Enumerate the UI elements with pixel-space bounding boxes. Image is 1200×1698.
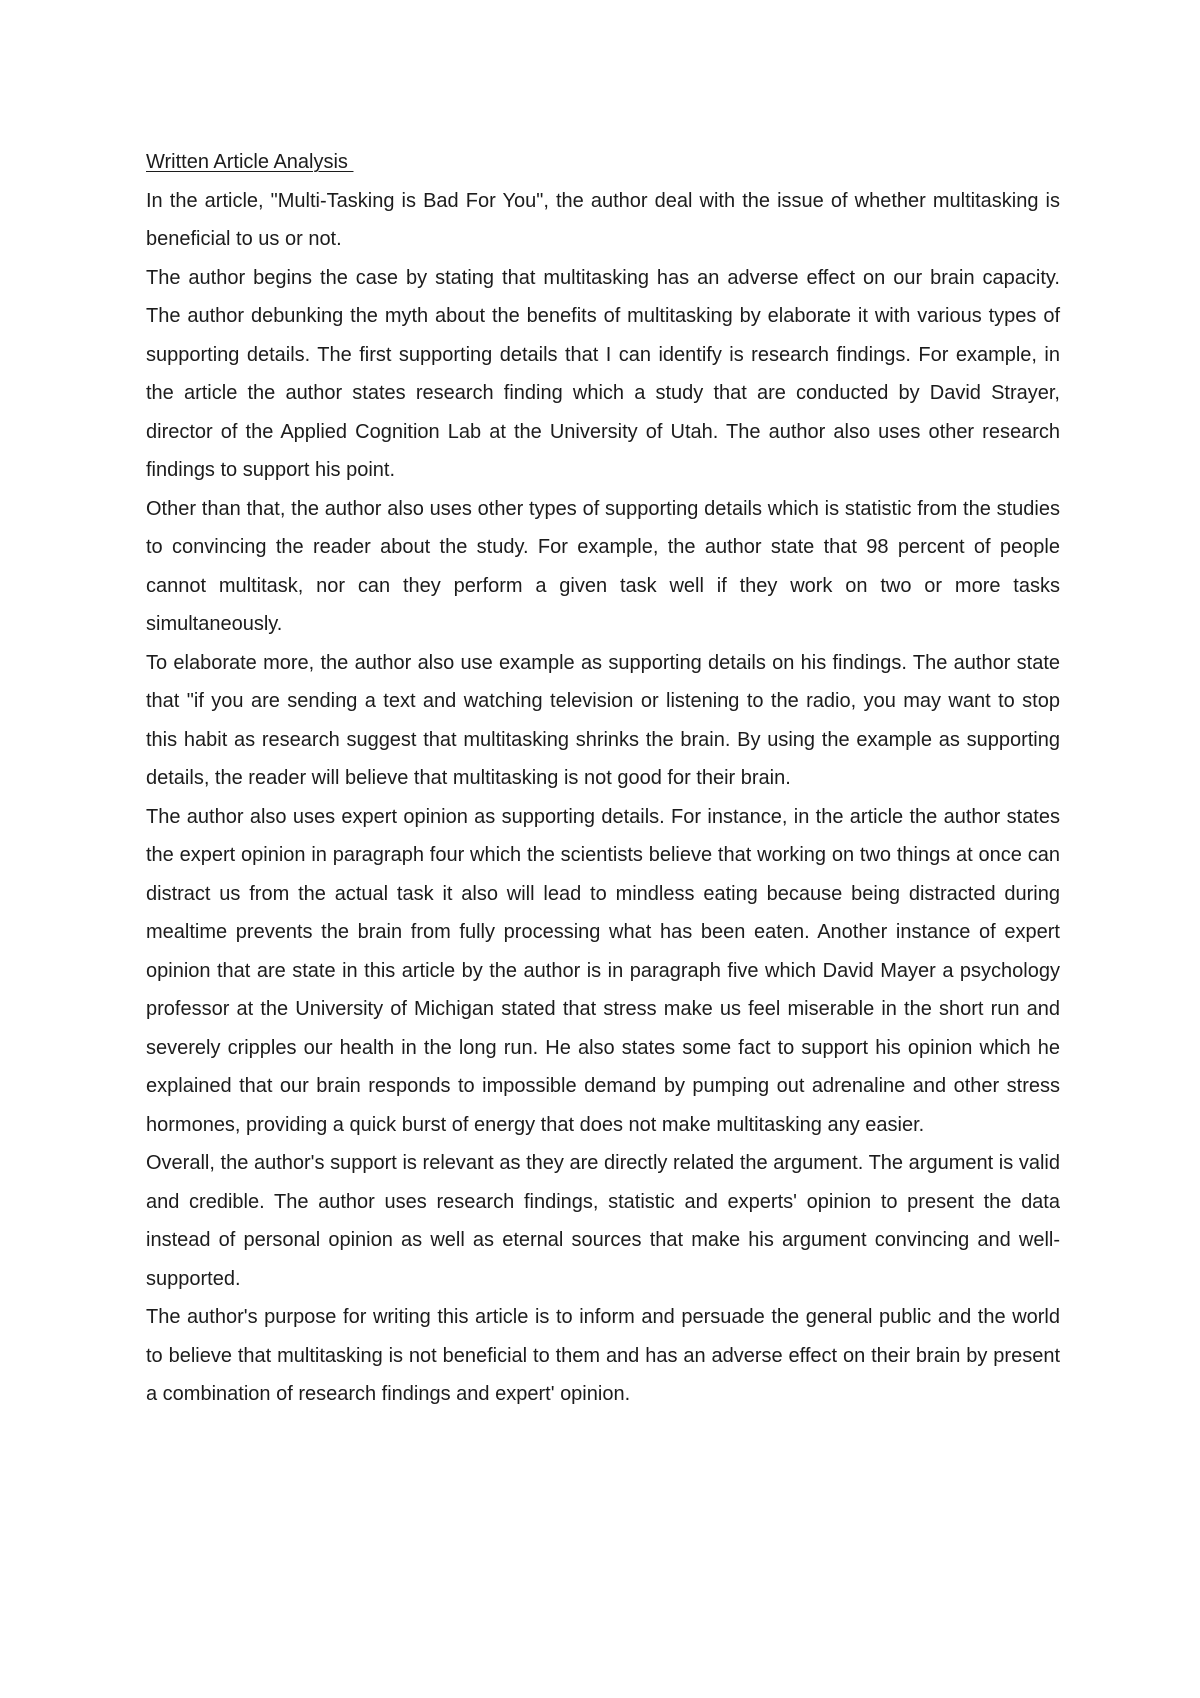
document-title: Written Article Analysis (146, 151, 354, 173)
paragraph-expert-opinion: The author also uses expert opinion as supporting details. For instance, in the article the author states the expert opinion in paragraph four which the scientists believe that working on two things at once can distract us from the actual task it also will lead to mindless eating because being distracted during mealtime prevents the brain from fully processing what has been eaten. Another instance of expert opinion that are state in this article by the author is in paragraph five which David Mayer a psychology professor at the University of Michigan stated that stress make us feel miserable in the short run and severely cripples our health in the long run. He also states some fact to support his opinion which he explained that our brain responds to impossible demand by pumping out adrenaline and other stress hormones, providing a quick burst of energy that does not make multitasking any easier. (146, 805, 1060, 1136)
paragraph-research-findings: The author begins the case by stating that multitasking has an adverse effect on our brain capacity. The author debunking the myth about the benefits of multitasking by elaborate it with various types of supporting details. The first supporting details that I can identify is research findings. For example, in the article the author states research finding which a study that are conducted by David Strayer, director of the Applied Cognition Lab at the University of Utah. The author also uses other research findings to support his point. (146, 266, 1060, 481)
paragraph-overall: Overall, the author's support is relevant as they are directly related the argument. The argument is valid and credible. The author uses research findings, statistic and experts' opinion to present the data instead of personal opinion as well as eternal sources that make his argument convincing and well-supported. (146, 1152, 1060, 1290)
paragraph-statistics: Other than that, the author also uses other types of supporting details which is statistic from the studies to convincing the reader about the study. For example, the author state that 98 percent of people cannot multitask, nor can they perform a given task well if they work on two or more tasks simultaneously. (146, 497, 1060, 635)
document-body (146, 143, 1060, 1414)
paragraph-intro: In the article, "Multi-Tasking is Bad For You", the author deal with the issue of whether multitasking is beneficial to us or not. (146, 189, 1060, 250)
paragraph-purpose: The author's purpose for writing this article is to inform and persuade the general public and the world to believe that multitasking is not beneficial to them and has an adverse effect on their brain by present a combination of research findings and expert' opinion. (146, 1306, 1060, 1405)
paragraph-examples: To elaborate more, the author also use example as supporting details on his findings. The author state that "if you are sending a text and watching television or listening to the radio, you may want to stop this habit as research suggest that multitasking shrinks the brain. By using the example as supporting details, the reader will believe that multitasking is not good for their brain. (146, 651, 1060, 789)
